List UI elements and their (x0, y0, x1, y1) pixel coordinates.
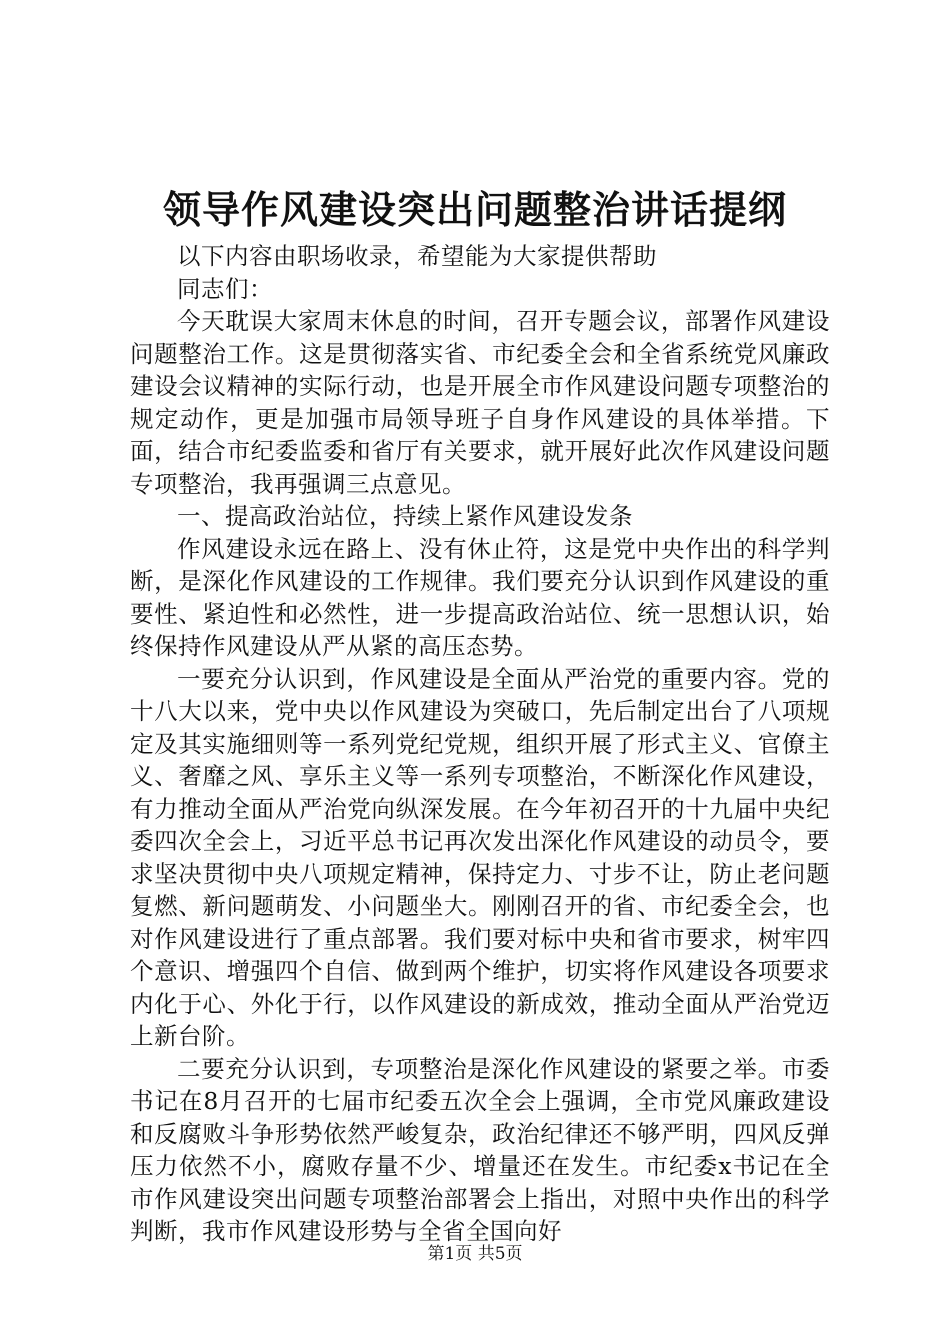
section-heading-1: 一、提高政治站位，持续上紧作风建设发条 (177, 502, 633, 530)
section-1-paragraph: 作风建设永远在路上、没有休止符，这是党中央作出的科学判断，是深化作风建设的工作规律。我们要充分认识到作风建设的重要性、紧迫性和必然性，进一步提高政治站位、统一思想认识，始终保持作风建设从严从紧的高压态势。 (130, 534, 830, 660)
salutation: 同志们： (177, 274, 273, 303)
point-1-paragraph: 一要充分认识到，作风建设是全面从严治党的重要内容。党的十八大以来，党中央以作风建设为突破口，先后制定出台了八项规定及其实施细则等一系列党纪党规，组织开展了形式主义、官僚主义、奢靡之风、享乐主义等一系列专项整治，不断深化作风建设，有力推动全面从严治党向纵深发展。在今年初召开的十九届中央纪委四次全会上，习近平总书记再次发出深化作风建设的动员令，要求坚决贯彻中央八项规定精神，保持定力、寸步不让，防止老问题复燃、新问题萌发、小问题坐大。刚刚召开的省、市纪委全会，也对作风建设进行了重点部署。我们要对标中央和省市要求，树牢四个意识、增强四个自信、做到两个维护，切实将作风建设各项要求内化于心、外化于行，以作风建设的新成效，推动全面从严治党迈上新台阶。 (130, 664, 830, 1050)
document-body (130, 240, 830, 1248)
page-footer: 第1页 共5页 (427, 1244, 523, 1264)
document-title: 领导作风建设突出问题整治讲话提纲 (162, 187, 787, 232)
intro-note: 以下内容由职场收录，希望能为大家提供帮助 (177, 242, 657, 270)
opening-paragraph: 今天耽误大家周末休息的时间，召开专题会议，部署作风建设问题整治工作。这是贯彻落实省、市纪委全会和全省系统党风廉政建设会议精神的实际行动，也是开展全市作风建设问题专项整治的规定动作，更是加强市局领导班子自身作风建设的具体举措。下面，结合市纪委监委和省厅有关要求，就开展好此次作风建设问题专项整治，我再强调三点意见。 (130, 307, 830, 498)
point-2-paragraph: 二要充分认识到，专项整治是深化作风建设的紧要之举。市委书记在8月召开的七届市纪委五次全会上强调，全市党风廉政建设和反腐败斗争形势依然严峻复杂，政治纪律还不够严明，四风反弹压力依然不小，腐败存量不少、增量还在发生。市纪委x书记在全市作风建设突出问题专项整治部署会上指出，对照中央作出的科学判断，我市作风建设形势与全省全国向好 (130, 1054, 830, 1245)
